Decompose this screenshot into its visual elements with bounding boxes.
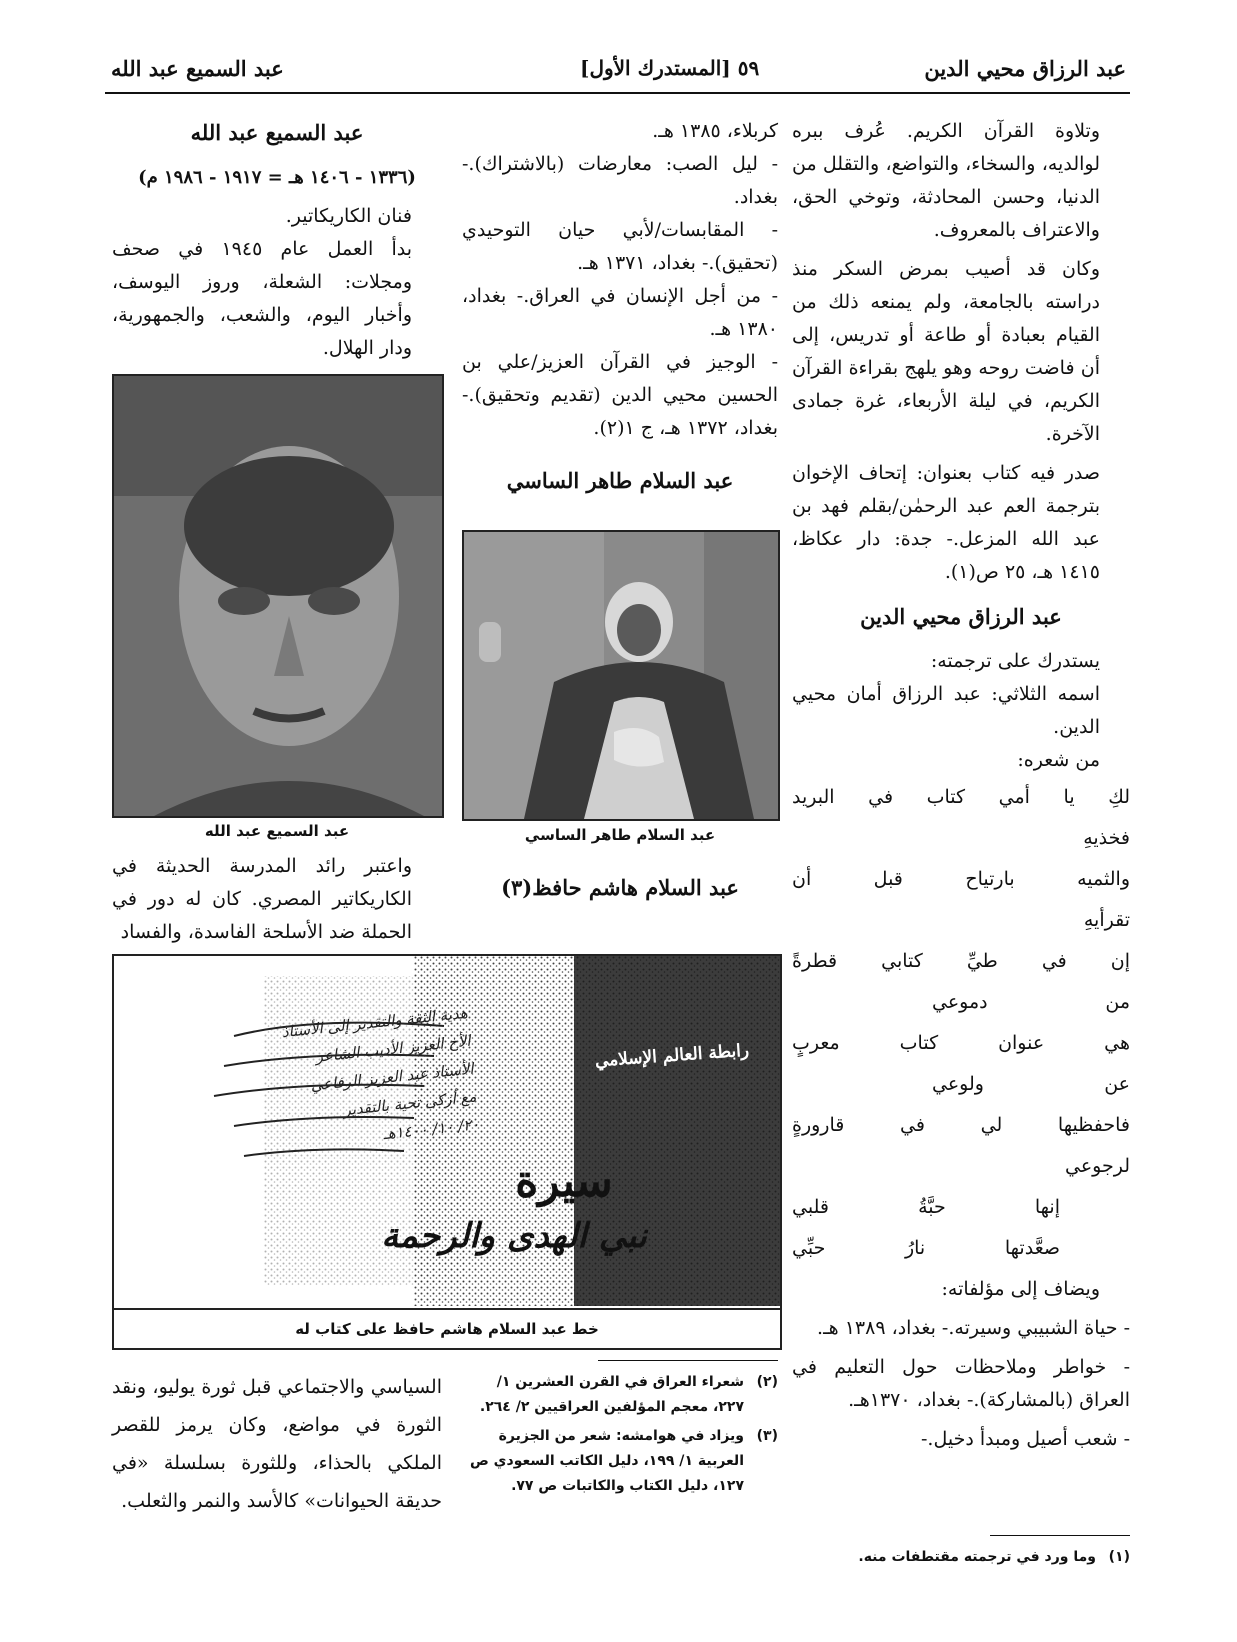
entry-title-block (462, 870, 778, 906)
footnotes-middle (462, 1370, 778, 1499)
paragraph: السياسي والاجتماعي قبل ثورة يوليو، ونقد الثورة في مواضع، وكان يرمز للقصر الملكي بالحذاء، وللثورة بسلسلة «في حديقة الحيوانات» كالأسد والنمر والثعلب. (112, 1376, 442, 1512)
list-item: - المقابسات/لأبي حيان التوحيدي (تحقيق).- بغداد، ١٣٧١ هـ. (462, 219, 778, 274)
footnote-number: (٢) (756, 1374, 778, 1390)
inscription-line: الأخ العزيز الأديب الشاعر (314, 1031, 472, 1066)
list-item: - شعب أصيل ومبدأ دخيل.- (921, 1428, 1130, 1450)
header-page-number: ٥٩ [المستدرك الأول] (580, 56, 760, 80)
poem-verse: عن ولوعي (932, 1073, 1130, 1095)
footnote-number: (٣) (756, 1428, 778, 1444)
portrait-photo-sasi (462, 530, 780, 821)
portrait-image (114, 376, 442, 816)
poem-verse: والثميه بارتياح قبل أن (792, 868, 1130, 890)
footnote (462, 1424, 778, 1499)
book-title-bottom: نبي الهدى والرحمة (381, 1216, 647, 1256)
list-item: - حياة الشبيبي وسيرته.- بغداد، ١٣٨٩ هـ. (817, 1317, 1130, 1339)
poem-verse: صعَّدتها نارُ حبِّي (792, 1237, 1060, 1259)
column-middle (462, 115, 778, 509)
poem-verse: إن في طيِّ كتابي قطرةً (792, 950, 1130, 972)
text-line: يستدرك على ترجمته: (930, 650, 1100, 672)
publisher-stamp: رابطة العالم الإسلامي (594, 1040, 750, 1072)
portrait-image (464, 532, 778, 819)
list-item: - الوجيز في القرآن العزيز/علي بن الحسين محيي الدين (تقديم وتحقيق).- بغداد، ١٣٧٢ هـ، ج ١(٢). (462, 351, 778, 439)
text-line: ويضاف إلى مؤلفاته: (941, 1278, 1100, 1300)
poem-verse: لكِ يا أمي كتاب في البريد (792, 786, 1130, 808)
entry-title: عبد السميع عبد الله (190, 120, 364, 145)
text-line: من شعره: (1017, 749, 1100, 771)
list-item: - خواطر وملاحظات حول التعليم في العراق (بالمشاركة).- بغداد، ١٣٧٠هـ. (792, 1356, 1130, 1411)
entry-title: عبد السلام هاشم حافظ(٣) (501, 875, 739, 900)
paragraph: بدأ العمل عام ١٩٤٥ في صحف ومجلات: الشعلة، وروز اليوسف، وأخبار اليوم، والشعب، والجمهورية، ودار الهلال. (112, 238, 412, 359)
column-left-bottom (112, 1368, 442, 1520)
footnote-rule (598, 1360, 778, 1361)
poem-verse: لرجوعي (1064, 1155, 1130, 1177)
list-item: - ليل الصب: معارضات (بالاشتراك).- بغداد. (462, 153, 778, 208)
portrait-photo-abdulsamie (112, 374, 444, 818)
paragraph: وتلاوة القرآن الكريم. عُرف ببره لوالديه، والسخاء، والتواضع، والتقلل من الدنيا، وحسن المحادثة، وتوخي الحق، والاعتراف بالمعروف. (792, 120, 1100, 241)
list-item: - من أجل الإنسان في العراق.- بغداد، ١٣٨٠ هـ. (462, 285, 778, 340)
photo-caption: عبد السلام طاهر الساسي (524, 826, 716, 844)
column-left-continued (112, 850, 442, 949)
paragraph: صدر فيه كتاب بعنوان: إتحاف الإخوان بترجمة العم عبد الرحمٰن/بقلم فهد بن عبد الله المزعل.- جدة: دار عكاظ، ١٤١٥ هـ، ٢٥ ص(١). (792, 462, 1100, 583)
footnote-number: (١) (1108, 1549, 1130, 1565)
page-header (105, 50, 1130, 94)
poem (792, 777, 1130, 1269)
footnote-text: ويزاد في هوامشه: شعر من الجزيرة العربية ١/ ١٩٩، دليل الكاتب السعودي ص ١٢٧، دليل الكتاب والكاتبات ص ٧٧. (469, 1428, 744, 1494)
column-left (112, 115, 442, 371)
poem-verse: هي عنوان كتاب معربٍ (792, 1032, 1130, 1054)
poem-verse: إنها حبَّةُ قلبي (792, 1196, 1060, 1218)
header-running-title-left: عبد السميع عبد الله (111, 56, 284, 81)
book-title-top: سيرة (515, 1156, 613, 1207)
poem-verse: من دموعي (932, 991, 1130, 1013)
handwritten-inscription (227, 999, 480, 1163)
footnote-text: شعراء العراق في القرن العشرين ١/ ٢٢٧، معجم المؤلفين العراقيين ٢/ ٢٦٤. (479, 1374, 744, 1415)
text-line: اسمه الثلاثي: عبد الرزاق أمان محيي الدين. (792, 683, 1100, 738)
entry-title: عبد السلام طاهر الساسي (506, 468, 734, 493)
inscription-line: هدية الثقة والتقدير إلى الأستاذ (280, 1003, 469, 1042)
entry-dates: (١٣٣٦ - ١٤٠٦ هـ = ١٩١٧ - ١٩٨٦ م) (138, 167, 416, 188)
footnote (800, 1545, 1130, 1570)
photo-caption: عبد السميع عبد الله (204, 822, 350, 840)
paragraph: وكان قد أصيب بمرض السكر منذ دراسته بالجامعة، ولم يمنعه ذلك من القيام بعبادة أو طاعة أو تدريس، إلى أن فاضت روحه وهو يلهج بقراءة القرآن الكريم، في ليلة الأربعاء، غرة جمادى الآخرة. (792, 258, 1100, 445)
inscription-line: الأستاذ عبد العزيز الرفاعي (309, 1059, 475, 1095)
footnote-rule (990, 1535, 1130, 1536)
poem-verse: فخذيهِ (1083, 827, 1130, 849)
paragraph: فنان الكاريكاتير. (285, 205, 412, 227)
footnote-text: وما ورد في ترجمته مقتطفات منه. (858, 1549, 1096, 1565)
list-item: كربلاء، ١٣٨٥ هـ. (652, 120, 778, 142)
footnote (462, 1370, 778, 1420)
poem-verse: تقرأيهِ (1083, 909, 1130, 931)
column-right (792, 115, 1130, 1462)
header-running-title-right: عبد الرزاق محيي الدين (924, 56, 1126, 81)
inscription-line: مع أزكى تحية بالتقدير (342, 1087, 478, 1120)
poem-verse: فاحفظيها لي في قارورةٍ (792, 1114, 1130, 1136)
entry-title: عبد الرزاق محيي الدين (860, 604, 1062, 629)
paragraph: واعتبر رائد المدرسة الحديثة في الكاريكاتير المصري. كان له دور في الحملة ضد الأسلحة الفاسدة، والفساد (112, 855, 412, 943)
inscription-line: ٢٠/ ١٠/ ١٤٠٠هـ (382, 1115, 481, 1144)
manuscript-caption: خط عبد السلام هاشم حافظ على كتاب له (114, 1308, 780, 1348)
manuscript-image (112, 954, 782, 1350)
